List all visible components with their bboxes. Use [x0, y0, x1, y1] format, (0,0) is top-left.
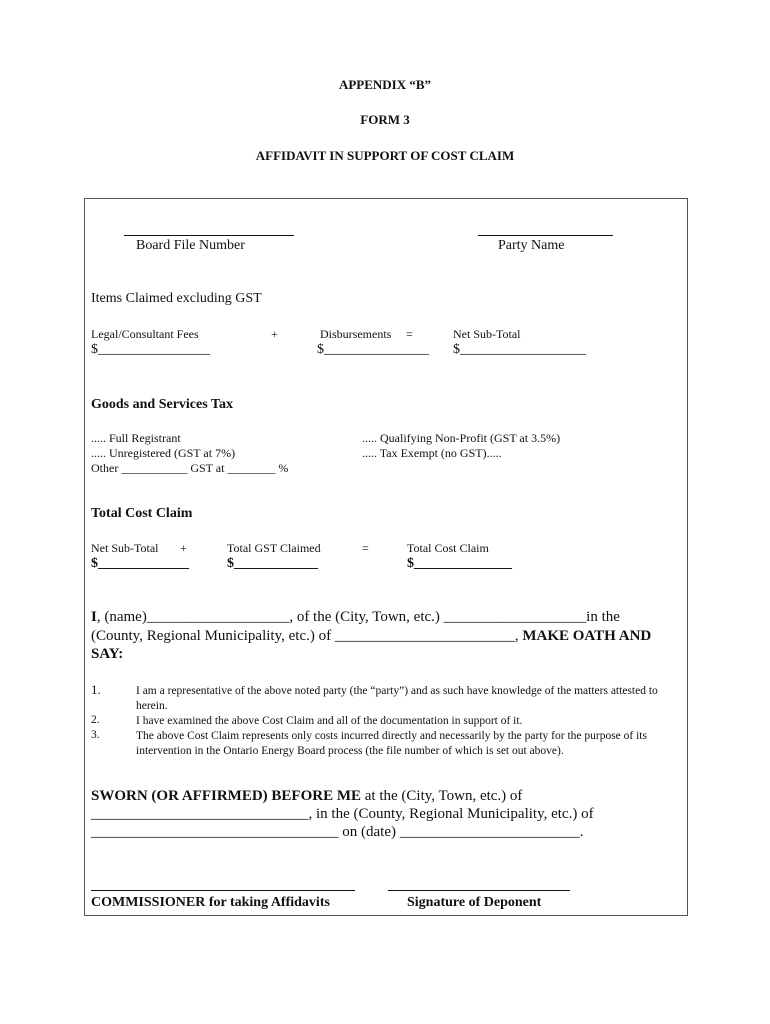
total-gst-field[interactable]: $____________: [227, 556, 318, 571]
total-heading: Total Cost Claim: [91, 506, 193, 521]
total-cost-label: Total Cost Claim: [407, 541, 489, 555]
party-name-line[interactable]: [478, 235, 613, 236]
sworn-bold: SWORN (OR AFFIRMED) BEFORE ME: [91, 788, 361, 804]
gst-full-registrant[interactable]: ..... Full Registrant: [91, 431, 181, 445]
deponent-label: Signature of Deponent: [407, 895, 542, 910]
total-cost-field[interactable]: $______________: [407, 556, 512, 571]
legal-fees-label: Legal/Consultant Fees: [91, 327, 199, 341]
gst-other[interactable]: Other ___________ GST at ________ %: [91, 461, 289, 475]
statement-1-number: 1.: [91, 682, 101, 697]
oath-line-2[interactable]: [91, 628, 651, 645]
page-title: AFFIDAVIT IN SUPPORT OF COST CLAIM: [255, 148, 515, 163]
disbursements-field[interactable]: $_______________: [317, 342, 429, 357]
sworn-line-3[interactable]: _________________________________ on (date) ________________________.: [91, 824, 584, 840]
oath-line-1[interactable]: [91, 609, 620, 626]
board-file-number-label: Board File Number: [136, 238, 245, 253]
net-subtotal-label: Net Sub-Total: [453, 327, 521, 341]
deponent-signature-line[interactable]: [388, 890, 570, 891]
gst-heading: Goods and Services Tax: [91, 397, 233, 412]
commissioner-label: COMMISSIONER for taking Affidavits: [91, 895, 330, 910]
gst-tax-exempt[interactable]: ..... Tax Exempt (no GST).....: [362, 446, 502, 460]
items-heading: Items Claimed excluding GST: [91, 291, 262, 306]
commissioner-signature-line[interactable]: [91, 890, 355, 891]
statement-2-number: 2.: [91, 714, 100, 726]
plus-sign: +: [271, 327, 278, 341]
sworn-rest: at the (City, Town, etc.) of: [361, 788, 523, 804]
net-subtotal-field[interactable]: $__________________: [453, 342, 586, 357]
total-plus-sign: +: [180, 541, 187, 555]
oath-line-2-text: (County, Regional Municipality, etc.) of ________________________,: [91, 628, 523, 644]
oath-line-1-text: , (name)___________________, of the (City, Town, etc.) ___________________in the: [96, 609, 620, 625]
oath-say: SAY:: [91, 646, 124, 662]
oath-i: I: [91, 609, 97, 625]
statement-1-text: I am a representative of the above noted party (the “party”) and as such have knowledge of the matters attested to herein.: [136, 685, 658, 712]
party-name-label: Party Name: [498, 238, 565, 253]
equals-sign: =: [406, 327, 413, 341]
disbursements-label: Disbursements: [320, 327, 392, 341]
gst-unregistered[interactable]: ..... Unregistered (GST at 7%): [91, 446, 236, 460]
gst-non-profit[interactable]: ..... Qualifying Non-Profit (GST at 3.5%): [362, 431, 561, 445]
form-number: FORM 3: [360, 112, 410, 127]
legal-fees-field[interactable]: $________________: [91, 342, 210, 357]
sworn-line-1[interactable]: [91, 788, 522, 805]
total-gst-label: Total GST Claimed: [227, 541, 321, 555]
board-file-number-line[interactable]: [124, 235, 294, 236]
total-equals-sign: =: [362, 541, 369, 555]
statement-2-text: I have examined the above Cost Claim and all of the documentation in support of it.: [136, 715, 523, 727]
total-net-subtotal-label: Net Sub-Total: [91, 541, 159, 555]
total-net-subtotal-field[interactable]: $_____________: [91, 556, 189, 571]
appendix-label: APPENDIX “B”: [338, 77, 432, 92]
sworn-line-2[interactable]: _____________________________, in the (County, Regional Municipality, etc.) of: [91, 806, 594, 822]
oath-make-oath: MAKE OATH AND: [522, 628, 652, 644]
statement-3-text: The above Cost Claim represents only costs incurred directly and necessarily by the party for the purpose of its intervention in the Ontario Energy Board process (the file number of which is set out above).: [136, 730, 647, 757]
statement-3-number: 3.: [91, 729, 100, 741]
